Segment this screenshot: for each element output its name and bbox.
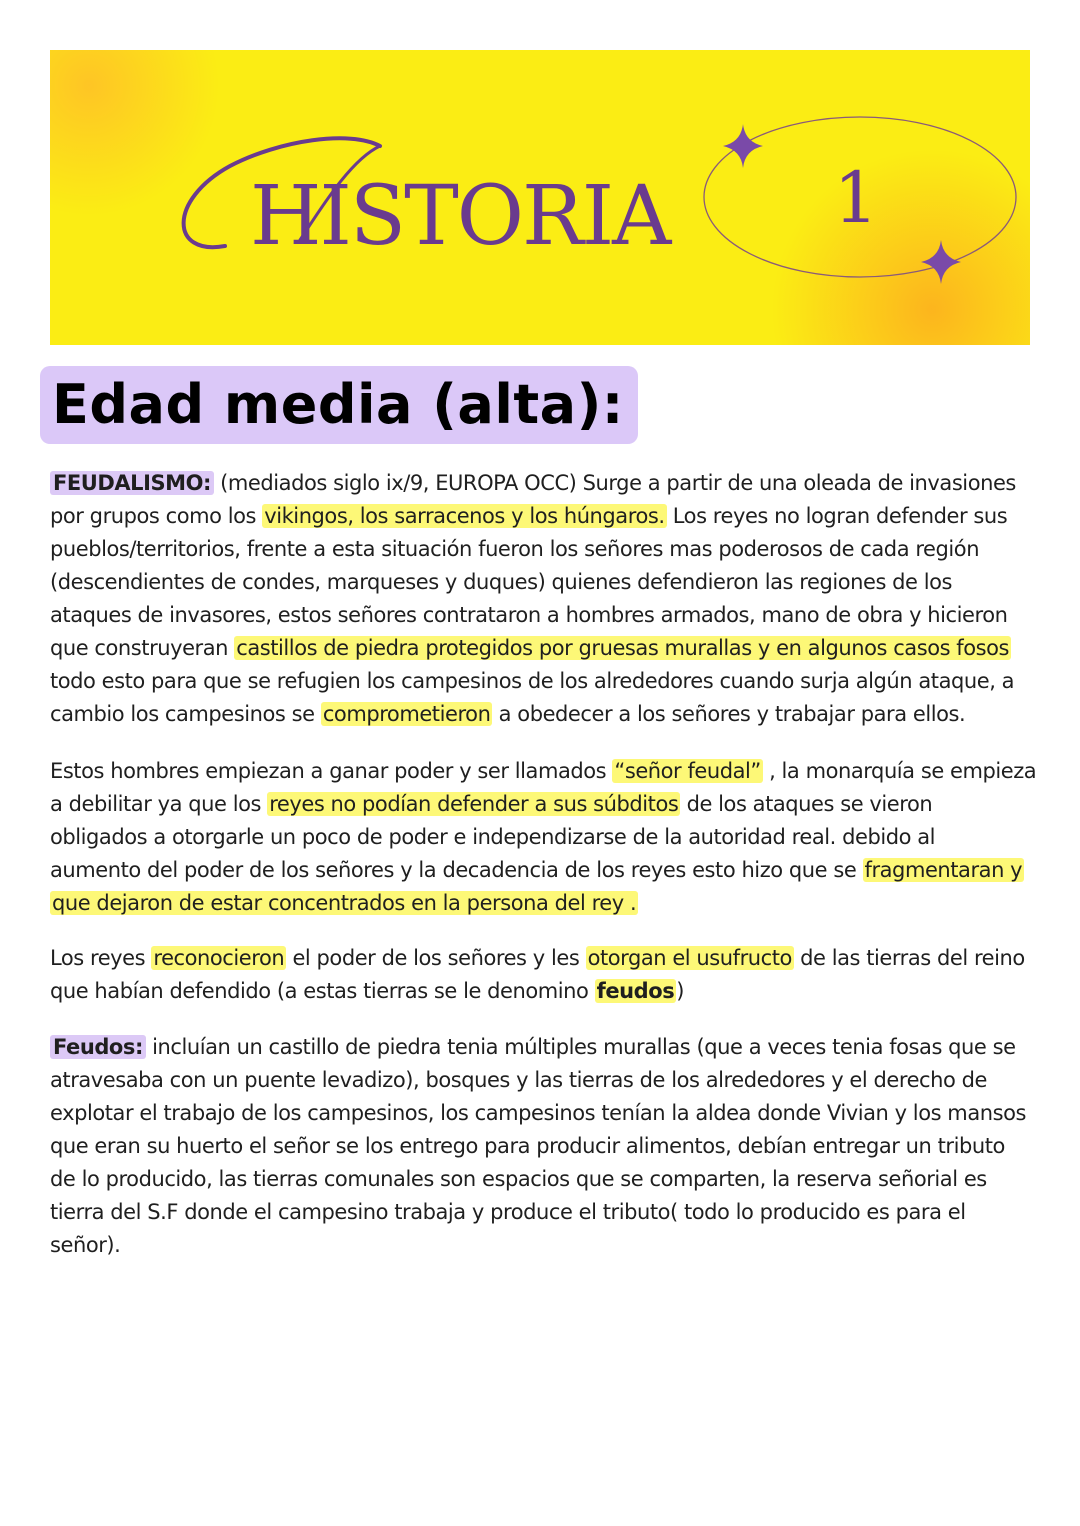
text-line xyxy=(50,500,1035,533)
title-banner xyxy=(50,50,1030,345)
text-line xyxy=(50,788,1035,821)
text-run: que habían defendido (a estas tierras se le denomino xyxy=(50,979,595,1003)
paragraph-senor-feudal xyxy=(50,755,1035,920)
text-line xyxy=(50,1031,1035,1064)
text-line xyxy=(50,1163,1035,1196)
text-run: , la monarquía se empieza xyxy=(762,759,1037,783)
text-line xyxy=(50,821,1035,854)
banner-artwork xyxy=(50,50,1030,345)
text-run: Estos hombres empiezan a ganar poder y ser llamados xyxy=(50,759,613,783)
text-line xyxy=(50,467,1035,500)
text-run: aumento del poder de los señores y la decadencia de los reyes esto hizo que se xyxy=(50,858,863,882)
text-run: incluían un castillo de piedra tenia múltiples murallas (que a veces tenia fosas que se xyxy=(145,1035,1016,1059)
term-label: Feudos: xyxy=(50,1035,146,1059)
text-line xyxy=(50,599,1035,632)
highlighted-text: vikingos, los sarracenos y los húngaros. xyxy=(264,504,665,528)
term-label: FEUDALISMO: xyxy=(50,471,214,495)
text-run: el poder de los señores y les xyxy=(286,946,586,970)
text-run: de las tierras del reino xyxy=(793,946,1025,970)
text-run: (descendientes de condes, marqueses y duques) quienes defendieron las regiones de los xyxy=(50,570,953,594)
text-line xyxy=(50,755,1035,788)
text-run: de lo producido, las tierras comunales son espacios que se comparten, la reserva señorial es xyxy=(50,1167,987,1191)
text-run: a debilitar ya que los xyxy=(50,792,268,816)
text-line xyxy=(50,1064,1035,1097)
paragraph-usufructo xyxy=(50,942,1035,1008)
text-line xyxy=(50,942,1035,975)
text-run: todo esto para que se refugien los campesinos de los alrededores cuando surja algún ataque, a xyxy=(50,669,1015,693)
text-run: ) xyxy=(676,979,685,1003)
text-run: atravesaba con un puente levadizo), bosques y las tierras de los alrededores y el derecho de xyxy=(50,1068,987,1092)
highlighted-text: otorgan el usufructo xyxy=(587,946,792,970)
text-run: señor). xyxy=(50,1233,121,1257)
text-run: que construyeran xyxy=(50,636,235,660)
text-run: pueblos/territorios, frente a esta situación fueron los señores mas poderosos de cada región xyxy=(50,537,980,561)
text-run: de los ataques se vieron xyxy=(680,792,933,816)
paragraph-feudalismo xyxy=(50,467,1035,731)
text-run: tierra del S.F donde el campesino trabaja y produce el tributo( todo lo producido es para el xyxy=(50,1200,966,1224)
text-line xyxy=(50,975,1035,1008)
text-run: obligados a otorgarle un poco de poder e independizarse de la autoridad real. debido al xyxy=(50,825,936,849)
banner-title: HISTORIA xyxy=(250,169,670,264)
text-run: por grupos como los xyxy=(50,504,263,528)
text-run: Los reyes no logran defender sus xyxy=(666,504,1008,528)
text-line xyxy=(50,887,1035,920)
text-run: cambio los campesinos se xyxy=(50,702,321,726)
text-line xyxy=(50,665,1035,698)
text-line xyxy=(50,1196,1035,1229)
text-line xyxy=(50,533,1035,566)
text-line xyxy=(50,632,1035,665)
text-run: explotar el trabajo de los campesinos, los campesinos tenían la aldea donde Vivian y los mansos xyxy=(50,1101,1026,1125)
highlighted-text: feudos xyxy=(596,979,675,1003)
text-line xyxy=(50,854,1035,887)
highlighted-text: reconocieron xyxy=(153,946,285,970)
text-run: (mediados siglo ix/9, EUROPA OCC) Surge a partir de una oleada de invasiones xyxy=(213,471,1016,495)
text-run: ataques de invasores, estos señores contrataron a hombres armados, mano de obra y hicieron xyxy=(50,603,1008,627)
text-run: que eran su huerto el señor se los entrego para producir alimentos, debían entregar un tributo xyxy=(50,1134,1005,1158)
highlighted-text: fragmentaran y xyxy=(864,858,1023,882)
text-run: a obedecer a los señores y trabajar para ellos. xyxy=(492,702,966,726)
highlighted-text: reyes no podían defender a sus súbditos xyxy=(269,792,679,816)
highlighted-text: “señor feudal” xyxy=(614,759,761,783)
sparkle-icon xyxy=(921,240,961,284)
text-run: Los reyes xyxy=(50,946,152,970)
highlighted-text: castillos de piedra protegidos por gruesas murallas y en algunos casos fosos xyxy=(236,636,1010,660)
highlighted-text: comprometieron xyxy=(322,702,491,726)
paragraph-feudos xyxy=(50,1031,1035,1262)
text-line xyxy=(50,1229,1035,1262)
text-line xyxy=(50,1130,1035,1163)
sparkle-icon xyxy=(723,124,763,168)
section-title: Edad media (alta): xyxy=(40,366,638,444)
text-line xyxy=(50,1097,1035,1130)
banner-number: 1 xyxy=(833,157,879,239)
highlighted-text: que dejaron de estar concentrados en la persona del rey . xyxy=(52,891,637,915)
text-line xyxy=(50,698,1035,731)
text-line xyxy=(50,566,1035,599)
